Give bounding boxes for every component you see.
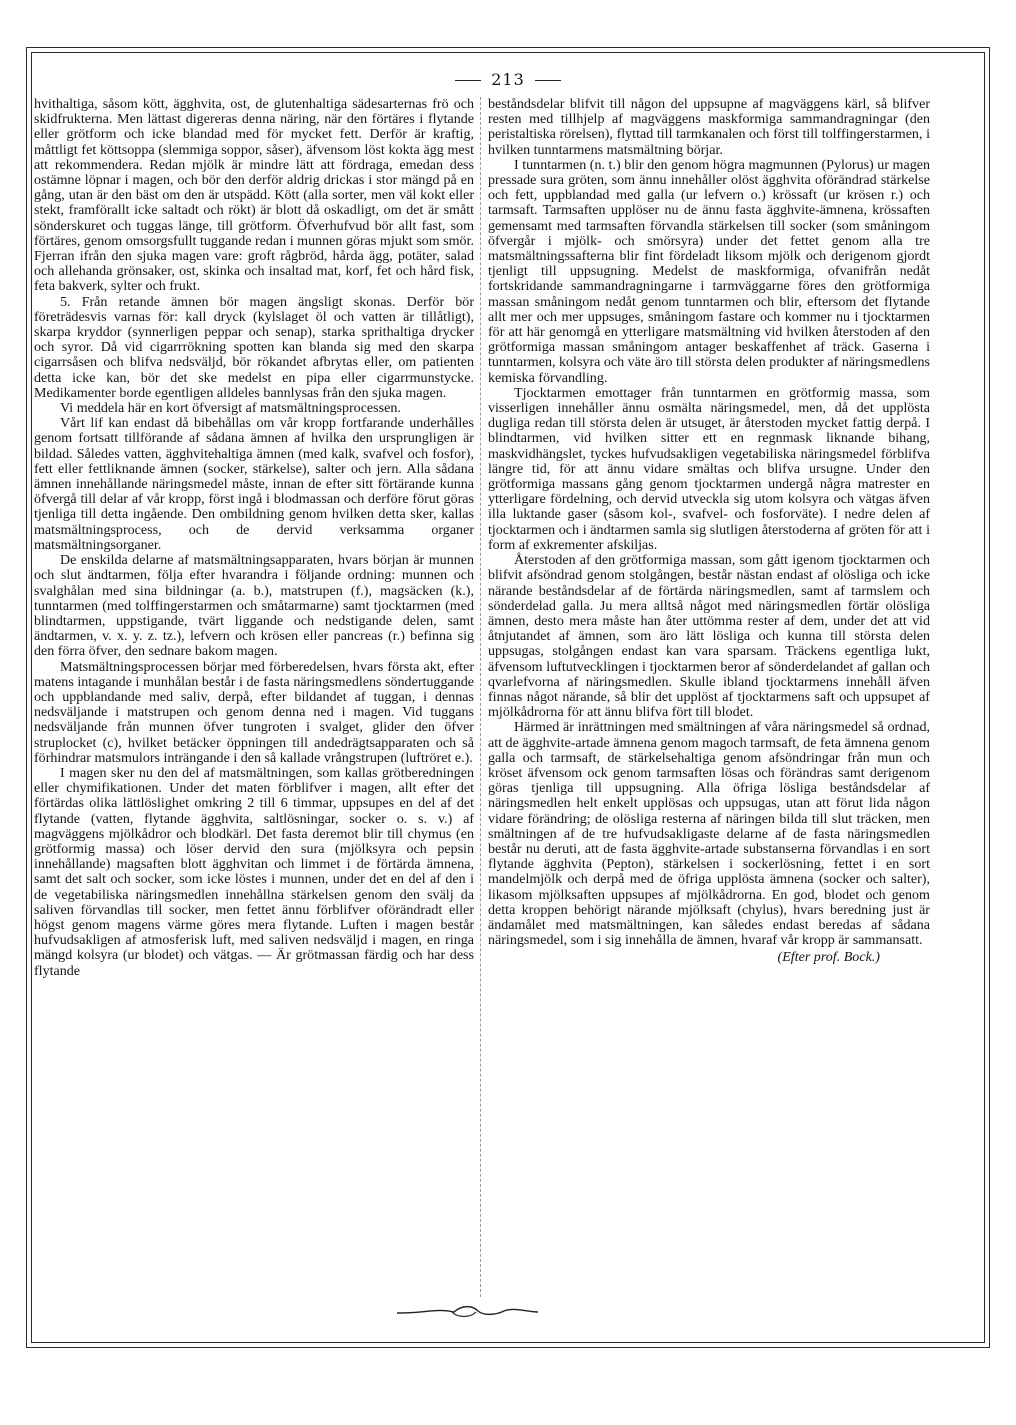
column-divider: [480, 97, 481, 1297]
paragraph: Tjocktarmen emottager från tunntarmen en grötformig massa, som visserligen innehåller ännu osmälta näringsmedel, men, då det upplösta dugliga redan till största delen är utsuget, är återstoden mycket fattig derpå. I blindtarmen, vid hvilken sitter ett en regnmask liknande bihang, maskvidhängslet, tyckes hufvudsakligen vegetabiliska näringsmedel förblifva längre tid, för att ännu vidare smältas och blifva ursugne. Under den grötformiga massans gång genom tjocktarmen undergå några matrester en ytterligare fördelning, och dervid utveckla sig utom kolsyra och vätgas äfven illa luktande gaser (såsom kol-, svafvel- och fosforväte). I nedre delen af tjocktarmen och i ändtarmen samla sig slutligen återstoderna af gröten för att i form af exkrementer afskiljas.: [488, 384, 930, 553]
paragraph: Återstoden af den grötformiga massan, som gått igenom tjocktarmen och blifvit afsöndrad genom stolgången, består nästan endast af olösliga och icke närande beståndsdelar af de förtärda näringsmedlen, samt af tarmslem och sönderdelad galla. Ju mera alltså något med näringsmedlen förtär olösliga ämnen, desto mera måste han åter uttömma rester af dem, under det att vid åtnjutandet af ämnen, som äro lätt lösliga och kunna till största delen uppsugas, stolgången endast kan vara sparsam. Träckens egentliga lukt, äfvensom luftutvecklingen i tjocktarmen beror af sönderdelandet af gallan och qvarlefvorna af näringsmedlen. Skulle ibland tjocktarmens innehåll äfven finnas något närande, så blir det upplöst af tjocktarmens saft och uppsupet af mjölkådrorna för att ännu blifva fört till blodet.: [488, 552, 930, 721]
paragraph: beståndsdelar blifvit till någon del uppsupne af magväggens kärl, så blifver resten med tillhjelp af magväggens maskformiga sammandragningar (den peristaltiska rörelsen), flyttad till tarmkanalen och först till tolffingerstarmen, i hvilken tunntarmens matsmältning börjar.: [488, 96, 930, 158]
ornament-flourish-icon: [392, 1300, 542, 1324]
paragraph: I magen sker nu den del af matsmältningen, som kallas grötberedningen eller chymifikationen. Under det maten förblifver i magen, allt efter det förtärdas olika lättlöslighet omkring 2 till 6 timmar, uppsupes en del af det flytande (vatten, flytande ägghvita, saltlösningar, socker o. s. v.) af magväggens mjölkådror och blodkärl. Det fasta deremot blir till chymus (en grötformig massa) och löser dervid den sura (mjölksyra och pepsin innehållande) magsaften blott ägghvitan och limmet i de förtärda ämnena, samt det salt och socker, som icke löstes i munnen, under det en del af den i de vegetabiliska näringsmedlen innehållna stärkelsen genom den svälj da saliven förvandlas till socker, men fettet ännu förblifver oförändradt eller högst genom magens värme göres mera flytande. Luften i magen består hufvudsakligen af atmosferisk luft, med saliven nedsväljd i magen, en ringa mängd kolsyra (ur blodet) och vätgas. — Är grötmassan färdig och har dess flytande: [34, 764, 474, 979]
left-column: [34, 97, 474, 979]
paragraph: Matsmältningsprocessen börjar med förberedelsen, hvars första akt, efter matens intagande i munhålan består i de fasta näringsmedlens söndertuggande och uppblandande med saliv, derpå, efter bildandet af tuggan, i dennas nedsväljande i matstrupen och genom denna ned i magen. Vid tuggans nedsväljande från munnen öfver tungroten i svalget, glider den öfver struplocket (c), hvilket betäcker öppningen till andedrägtsapparaten och så förhindrar matsmulors inträngande i den så kallade vrångstrupen (luftröret e.).: [34, 658, 474, 766]
paragraph: De enskilda delarne af matsmältningsapparaten, hvars början är munnen och slut ändtarmen, följa efter hvarandra i följande ordning: munnen och svalghålan med sina bildningar (a. b.), matstrupen (f.), magsäcken (k.), tunntarmen (med tolffingerstarmen och småtarmarne) samt tjocktarmen (med blindtarmen, uppstigande, tvärt liggande och nedstigande delen, samt ändtarmen, v. x. y. z. tz.), lefvern och krösen eller pancreas (r.) befinna sig den förra öfver, den sednare bakom magen.: [34, 552, 474, 660]
paragraph: Vi meddela här en kort öfversigt af matsmältningsprocessen.: [60, 400, 401, 417]
paragraph: Härmed är inrättningen med smältningen af våra näringsmedel så ordnad, att de ägghvite-artade ämnena genom magoch tarmsaft, de feta ämnena genom galla och tarmsaft, de stärkelsehaltiga genom afsöndringar från mun och kröset äfvensom ock genom tarmsaften lösas och förändras samt derigenom göras tjenliga till uppsugning. Alla öfriga lösliga beståndsdelar af näringsmedlen helt enkelt upplösas och uppsugas, utan att förut lida någon vidare förändring; de olösliga resterna af näringen bilda till slut träcken, men smältningen af de tre hufvudsakligaste delarne af de fasta näringsmedlen består nu deruti, att de fasta ägghvite-artade substanserna förvandlas i en sort flytande ägghvita (Pepton), stärkelsen i sockerlösning, fettet i en sort mandelmjölk och derpå med de öfriga upplösta ämnena (socker och salter), likasom mjölksaften uppsupes af mjölkådrorna. En god, blodet och genom detta kroppen behörigt närande mjölksaft (chylus), hvars beredning just är ändamålet med matsmältningen, kan således endast beredas af sådana näringsmedel, som i sig innehålla de ämnen, hvaraf vår kropp är sammansatt.: [488, 719, 930, 949]
paragraph: I tunntarmen (n. t.) blir den genom högra magmunnen (Pylorus) ur magen pressade sura gröten, som ännu innehåller olöst ägghvita oförändrad stärkelse och fett, uppblandad med galla (ur lefvern o.) krössaft (ur krösen r.) och tarmsaft. Tarmsaften upplöser nu de ännu fasta ägghvite-ämnena, krössaften gemensamt med tarmsaften förvandla stärkelsen till socker (som småningom öfvergår i mjölk- och smörsyra) under det fettet genom alla tre matsmältningssafterna blir fint fördeladt liksom mjölk och derigenom gjordt tjenligt till uppsugning. Medelst de maskformiga, ofvanifrån nedåt fortskridande sammandragningarne i tarmväggarne föres den grötformiga massan småningom nedåt genom tunntarmen och blir, eftersom det flytande allt mer och mer uppsuges, småningom fastare och kommer nu i tjocktarmen för att här genomgå en ytterligare matsmältning vid hvilken återstoden af den grötformiga massan småningom antager beskaffenhet af träck. Gaserna i tunntarmen, kolsyra och väte äro till största delen produkter af näringsmedlens kemiska förvandling.: [488, 156, 930, 386]
right-column: [488, 97, 930, 966]
paragraph: 5. Från retande ämnen bör magen ängsligt skonas. Derför bör företrädesvis varnas för: kall dryck (kylslaget öl och vatten är tillåtligt), skarpa kryddor (synnerligen peppar och senap), starka sprithaltiga drycker och syror. Då vid cigarrrökning spotten kan blanda sig med den skarpa cigarrsåsen och blifva nedsväljd, bör rökandet afbrytas eller, om patienten detta icke kan, bör det ske medelst en pipa eller cigarrmunstycke. Medikamenter borde egentligen alldeles bannlysas från den sjuka magen.: [34, 293, 474, 401]
paragraph: Vårt lif kan endast då bibehållas om vår kropp fortfarande underhålles genom fortsatt tillförande af sådana ämnen af hvilka den ursprungligen är bildad. Således vatten, ägghvitehaltiga ämnen (med kalk, svafvel och fosfor), fett eller fettliknande ämnen (socker, stärkelse), salter och jern. Alla sådana ämnen innehållande näringsmedel måste, innan de efter sitt förtärande kunna öfvergå till delar af vår kropp, först ingå i blodmassan och derföre förut göras tjenliga till detta ingående. Den ombildning genom hvilken detta sker, kallas matsmältningsprocess, och de dervid verksamma organer matsmältningsorganer.: [34, 415, 474, 553]
attribution: (Efter prof. Bock.): [777, 949, 880, 966]
paragraph: hvithaltiga, såsom kött, ägghvita, ost, de glutenhaltiga sädesarternas frö och skidfrukterna. Men lättast digereras denna näring, när den förtäres i flytande eller grötform och icke blandad med för mycket fett. Derför är kraftig, måttligt fet köttsoppa (slemmiga soppor, såser), äfvensom löst kokta ägg mest att rekommendera. Redan mjölk är mindre lätt att fördraga, emedan dess ostämne löpnar i magen, och bör den derför aldrig drickas i stor mängd på en gång, utan är den bäst om den är utspädd. Kött (alla sorter, men väl kokt eller stekt, framförallt icke saltadt och rökt) är blott då oskadligt, om det är smått sönderskuret och tuggas länge, till grötform. Öfverhufvud bör allt fast, som förtäres, genom omsorgsfullt tuggande redan i munnen göras mjukt som smör. Fjerran ifrån den sjuka magen vare: groft rågbröd, hårda ägg, potäter, salad och allehanda grönsaker, ost, skinka och insaltad mat, korf, fet och hård fisk, feta bakverk, sylter och frukt.: [34, 96, 474, 295]
page-number: 213: [0, 70, 1016, 89]
